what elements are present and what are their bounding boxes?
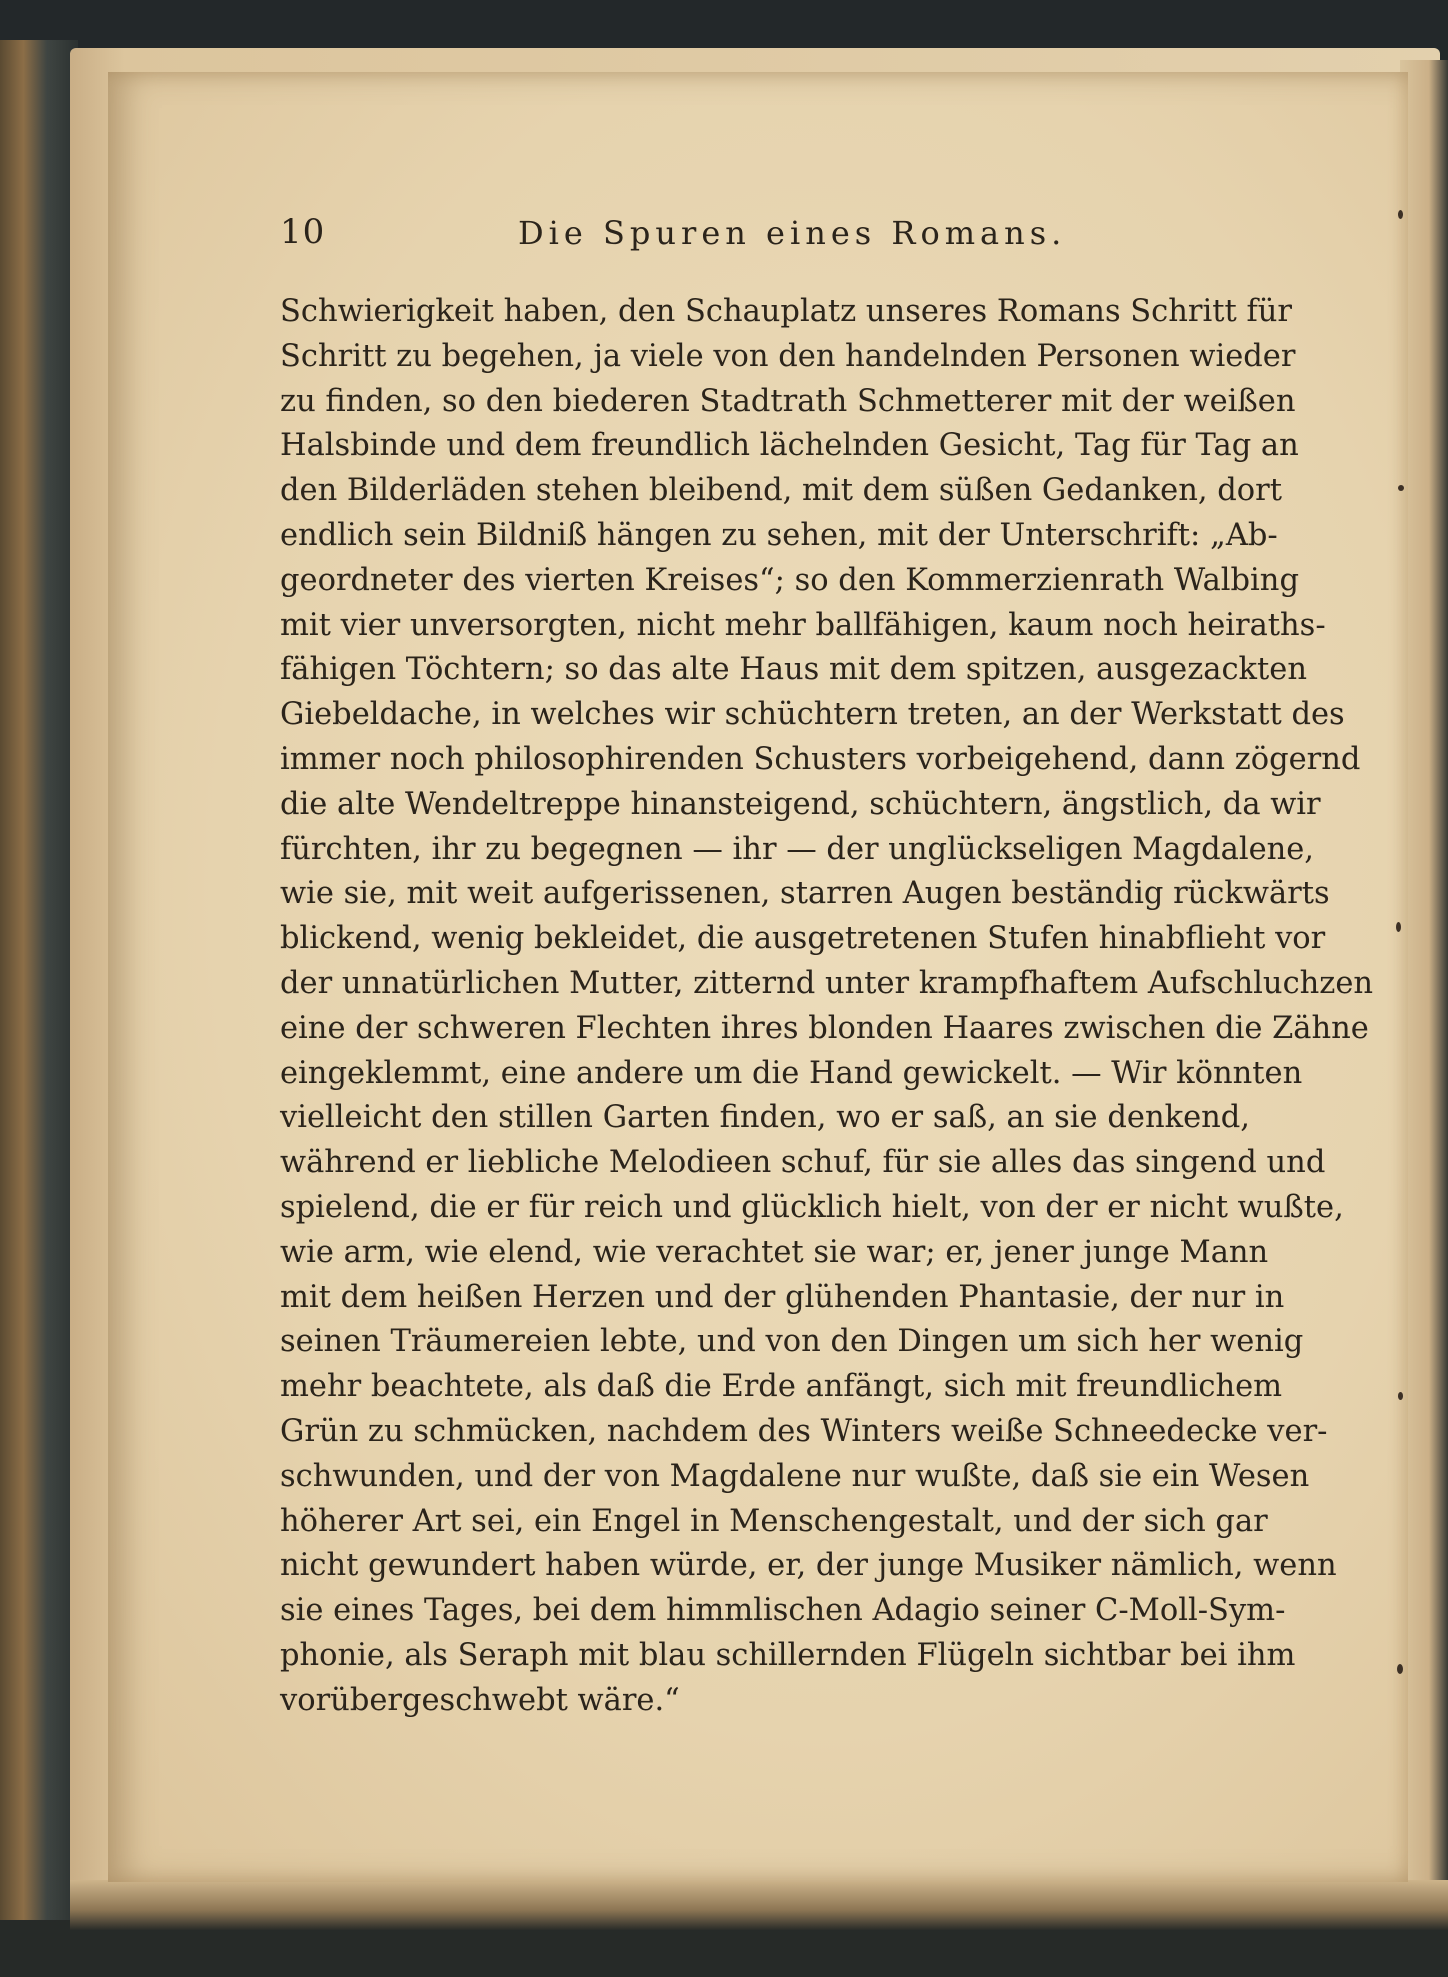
text-line: immer noch philosophirenden Schusters vorbeigehend, dann zögernd bbox=[280, 741, 1361, 777]
text-line: blickend, wenig bekleidet, die ausgetretenen Stufen hinabflieht vor bbox=[280, 921, 1326, 957]
text-line: während er liebliche Melodieen schuf, für sie alles das singend und bbox=[280, 1145, 1326, 1181]
paper-speck bbox=[1398, 1392, 1403, 1400]
text-line: spielend, die er für reich und glücklich hielt, von der er nicht wußte, bbox=[280, 1189, 1344, 1225]
text-line: Halsbinde und dem freundlich lächelnden Gesicht, Tag für Tag an bbox=[280, 428, 1299, 464]
text-line: wie arm, wie elend, wie verachtet sie war; er, jener junge Mann bbox=[280, 1234, 1269, 1270]
text-line: mehr beachtete, als daß die Erde anfängt, sich mit freundlichem bbox=[280, 1369, 1283, 1405]
text-line: zu finden, so den biederen Stadtrath Schmetterer mit der weißen bbox=[280, 383, 1296, 419]
paper-speck bbox=[1397, 1664, 1403, 1674]
text-line: fähigen Töchtern; so das alte Haus mit dem spitzen, ausgezackten bbox=[280, 652, 1307, 688]
text-line: den Bilderläden stehen bleibend, mit dem süßen Gedanken, dort bbox=[280, 473, 1282, 509]
text-line: nicht gewundert haben würde, er, der junge Musiker nämlich, wenn bbox=[280, 1548, 1337, 1584]
page-number: 10 bbox=[280, 212, 326, 252]
paper-speck bbox=[1398, 485, 1404, 491]
paper-speck bbox=[1398, 210, 1403, 219]
text-line: Schwierigkeit haben, den Schauplatz unseres Romans Schritt für bbox=[280, 294, 1292, 329]
text-line: schwunden, und der von Magdalene nur wußte, daß sie ein Wesen bbox=[280, 1458, 1310, 1494]
text-line: eingeklemmt, eine andere um die Hand gewickelt. — Wir könnten bbox=[280, 1055, 1303, 1091]
text-line: eine der schweren Flechten ihres blonden Haares zwischen die Zähne bbox=[280, 1010, 1369, 1046]
text-line: seinen Träumereien lebte, und von den Dingen um sich her wenig bbox=[280, 1324, 1304, 1360]
text-line: Grün zu schmücken, nachdem des Winters weiße Schneedecke ver- bbox=[280, 1413, 1328, 1449]
text-line: endlich sein Bildniß hängen zu sehen, mit der Unterschrift: „Ab- bbox=[280, 517, 1278, 553]
text-line: der unnatürlichen Mutter, zitternd unter krampfhaftem Aufschluchzen bbox=[280, 965, 1374, 1001]
body-text bbox=[280, 290, 1374, 1724]
text-line: mit dem heißen Herzen und der glühenden Phantasie, der nur in bbox=[280, 1279, 1285, 1315]
running-head bbox=[280, 212, 1260, 262]
text-line: vorübergeschwebt wäre.“ bbox=[280, 1682, 680, 1718]
text-line: wie sie, mit weit aufgerissenen, starren Augen beständig rückwärts bbox=[280, 876, 1330, 912]
text-line: fürchten, ihr zu begegnen — ihr — der unglückseligen Magdalene, bbox=[280, 831, 1315, 867]
text-line: Giebeldache, in welches wir schüchtern treten, an der Werkstatt des bbox=[280, 697, 1345, 733]
page-bottom-edge bbox=[70, 1880, 1448, 1930]
text-line: höherer Art sei, ein Engel in Menschengestalt, und der sich gar bbox=[280, 1503, 1268, 1539]
text-line: sie eines Tages, bei dem himmlischen Adagio seiner C-Moll-Sym- bbox=[280, 1593, 1286, 1629]
text-line: vielleicht den stillen Garten finden, wo er saß, an sie denkend, bbox=[280, 1100, 1250, 1136]
running-title: Die Spuren eines Romans. bbox=[518, 214, 1067, 252]
text-line: Schritt zu begehen, ja viele von den handelnden Personen wieder bbox=[280, 338, 1296, 374]
paper-speck bbox=[1396, 922, 1401, 932]
text-line: phonie, als Seraph mit blau schillernden Flügeln sichtbar bei ihm bbox=[280, 1637, 1296, 1673]
book-binding-edge bbox=[0, 40, 78, 1920]
text-line: die alte Wendeltreppe hinansteigend, schüchtern, ängstlich, da wir bbox=[280, 786, 1321, 822]
text-line: geordneter des vierten Kreises“; so den Kommerzienrath Walbing bbox=[280, 562, 1299, 598]
text-line: mit vier unversorgten, nicht mehr ballfähigen, kaum noch heiraths- bbox=[280, 607, 1326, 643]
